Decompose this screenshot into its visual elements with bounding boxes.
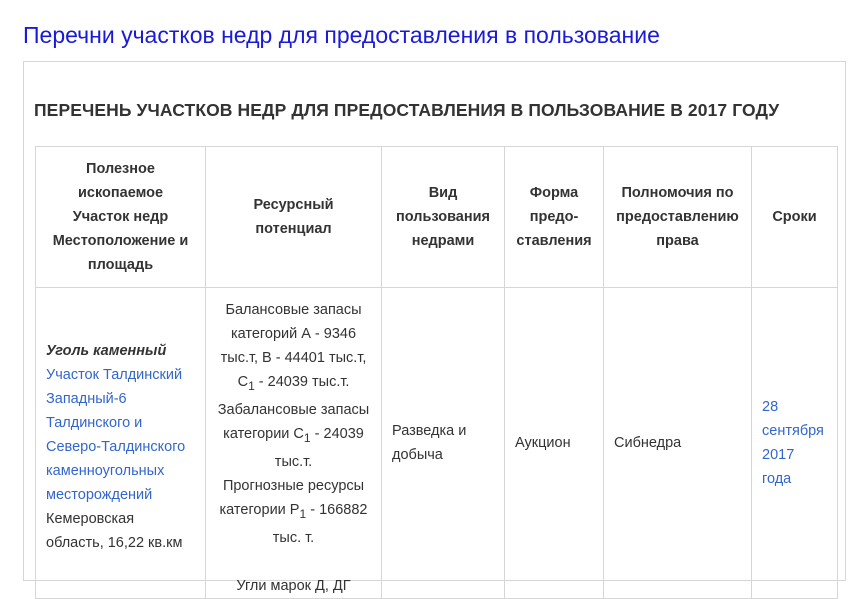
balance-reserves: Балансовые запасы категорий А - 9346 тыс.т, В - 44401 тыс.т, $С_1 - 24039$ тыс.т. bbox=[220, 302, 367, 393]
forecast-resources: Прогнозные ресурсы категории $Р_1 - 166882$ тыс. т. bbox=[219, 477, 368, 546]
site-link[interactable]: Участок Талдинский Западный-6 Талдинского и Северо-Талдинского каменноугольных месторождений bbox=[46, 366, 186, 503]
table-row bbox=[36, 288, 838, 599]
document-panel bbox=[23, 61, 846, 594]
cell-form: Аукцион bbox=[505, 288, 604, 599]
cell-mineral-site bbox=[36, 288, 206, 599]
header-authority: Полномочия по предоставлению права bbox=[604, 147, 752, 288]
offbalance-reserves: Забалансовые запасы категории $С_1 - 24039$ тыс.т. bbox=[217, 401, 370, 470]
header-use-type: Вид пользования недрами bbox=[382, 147, 505, 288]
document-heading: ПЕРЕЧЕНЬ УЧАСТКОВ НЕДР ДЛЯ ПРЕДОСТАВЛЕНИЯ В ПОЛЬЗОВАНИЕ В 2017 ГОДУ bbox=[34, 100, 780, 120]
cell-resources bbox=[206, 288, 382, 599]
header-mineral-site: Полезное ископаемое Участок недр Местоположение и площадь bbox=[36, 147, 206, 288]
header-form: Форма предо- ставления bbox=[505, 147, 604, 288]
cell-authority: Сибнедра bbox=[604, 288, 752, 599]
deadline-link[interactable]: 28 сентября 2017 года bbox=[762, 398, 824, 487]
cell-use-type: Разведка и добыча bbox=[382, 288, 505, 599]
mineral-name: Уголь каменный bbox=[46, 342, 167, 359]
table-header-row bbox=[36, 147, 838, 288]
cell-deadline bbox=[752, 288, 838, 599]
site-location: Кемеровская область, 16,22 кв.км bbox=[46, 510, 183, 551]
coal-grades: Угли марок Д, ДГ bbox=[236, 577, 351, 594]
header-resource-potential: Ресурсный потенциал bbox=[206, 147, 382, 288]
page-title: Перечни участков недр для предоставления в пользование bbox=[23, 22, 660, 48]
sites-table bbox=[35, 146, 838, 599]
header-deadline: Сроки bbox=[752, 147, 838, 288]
